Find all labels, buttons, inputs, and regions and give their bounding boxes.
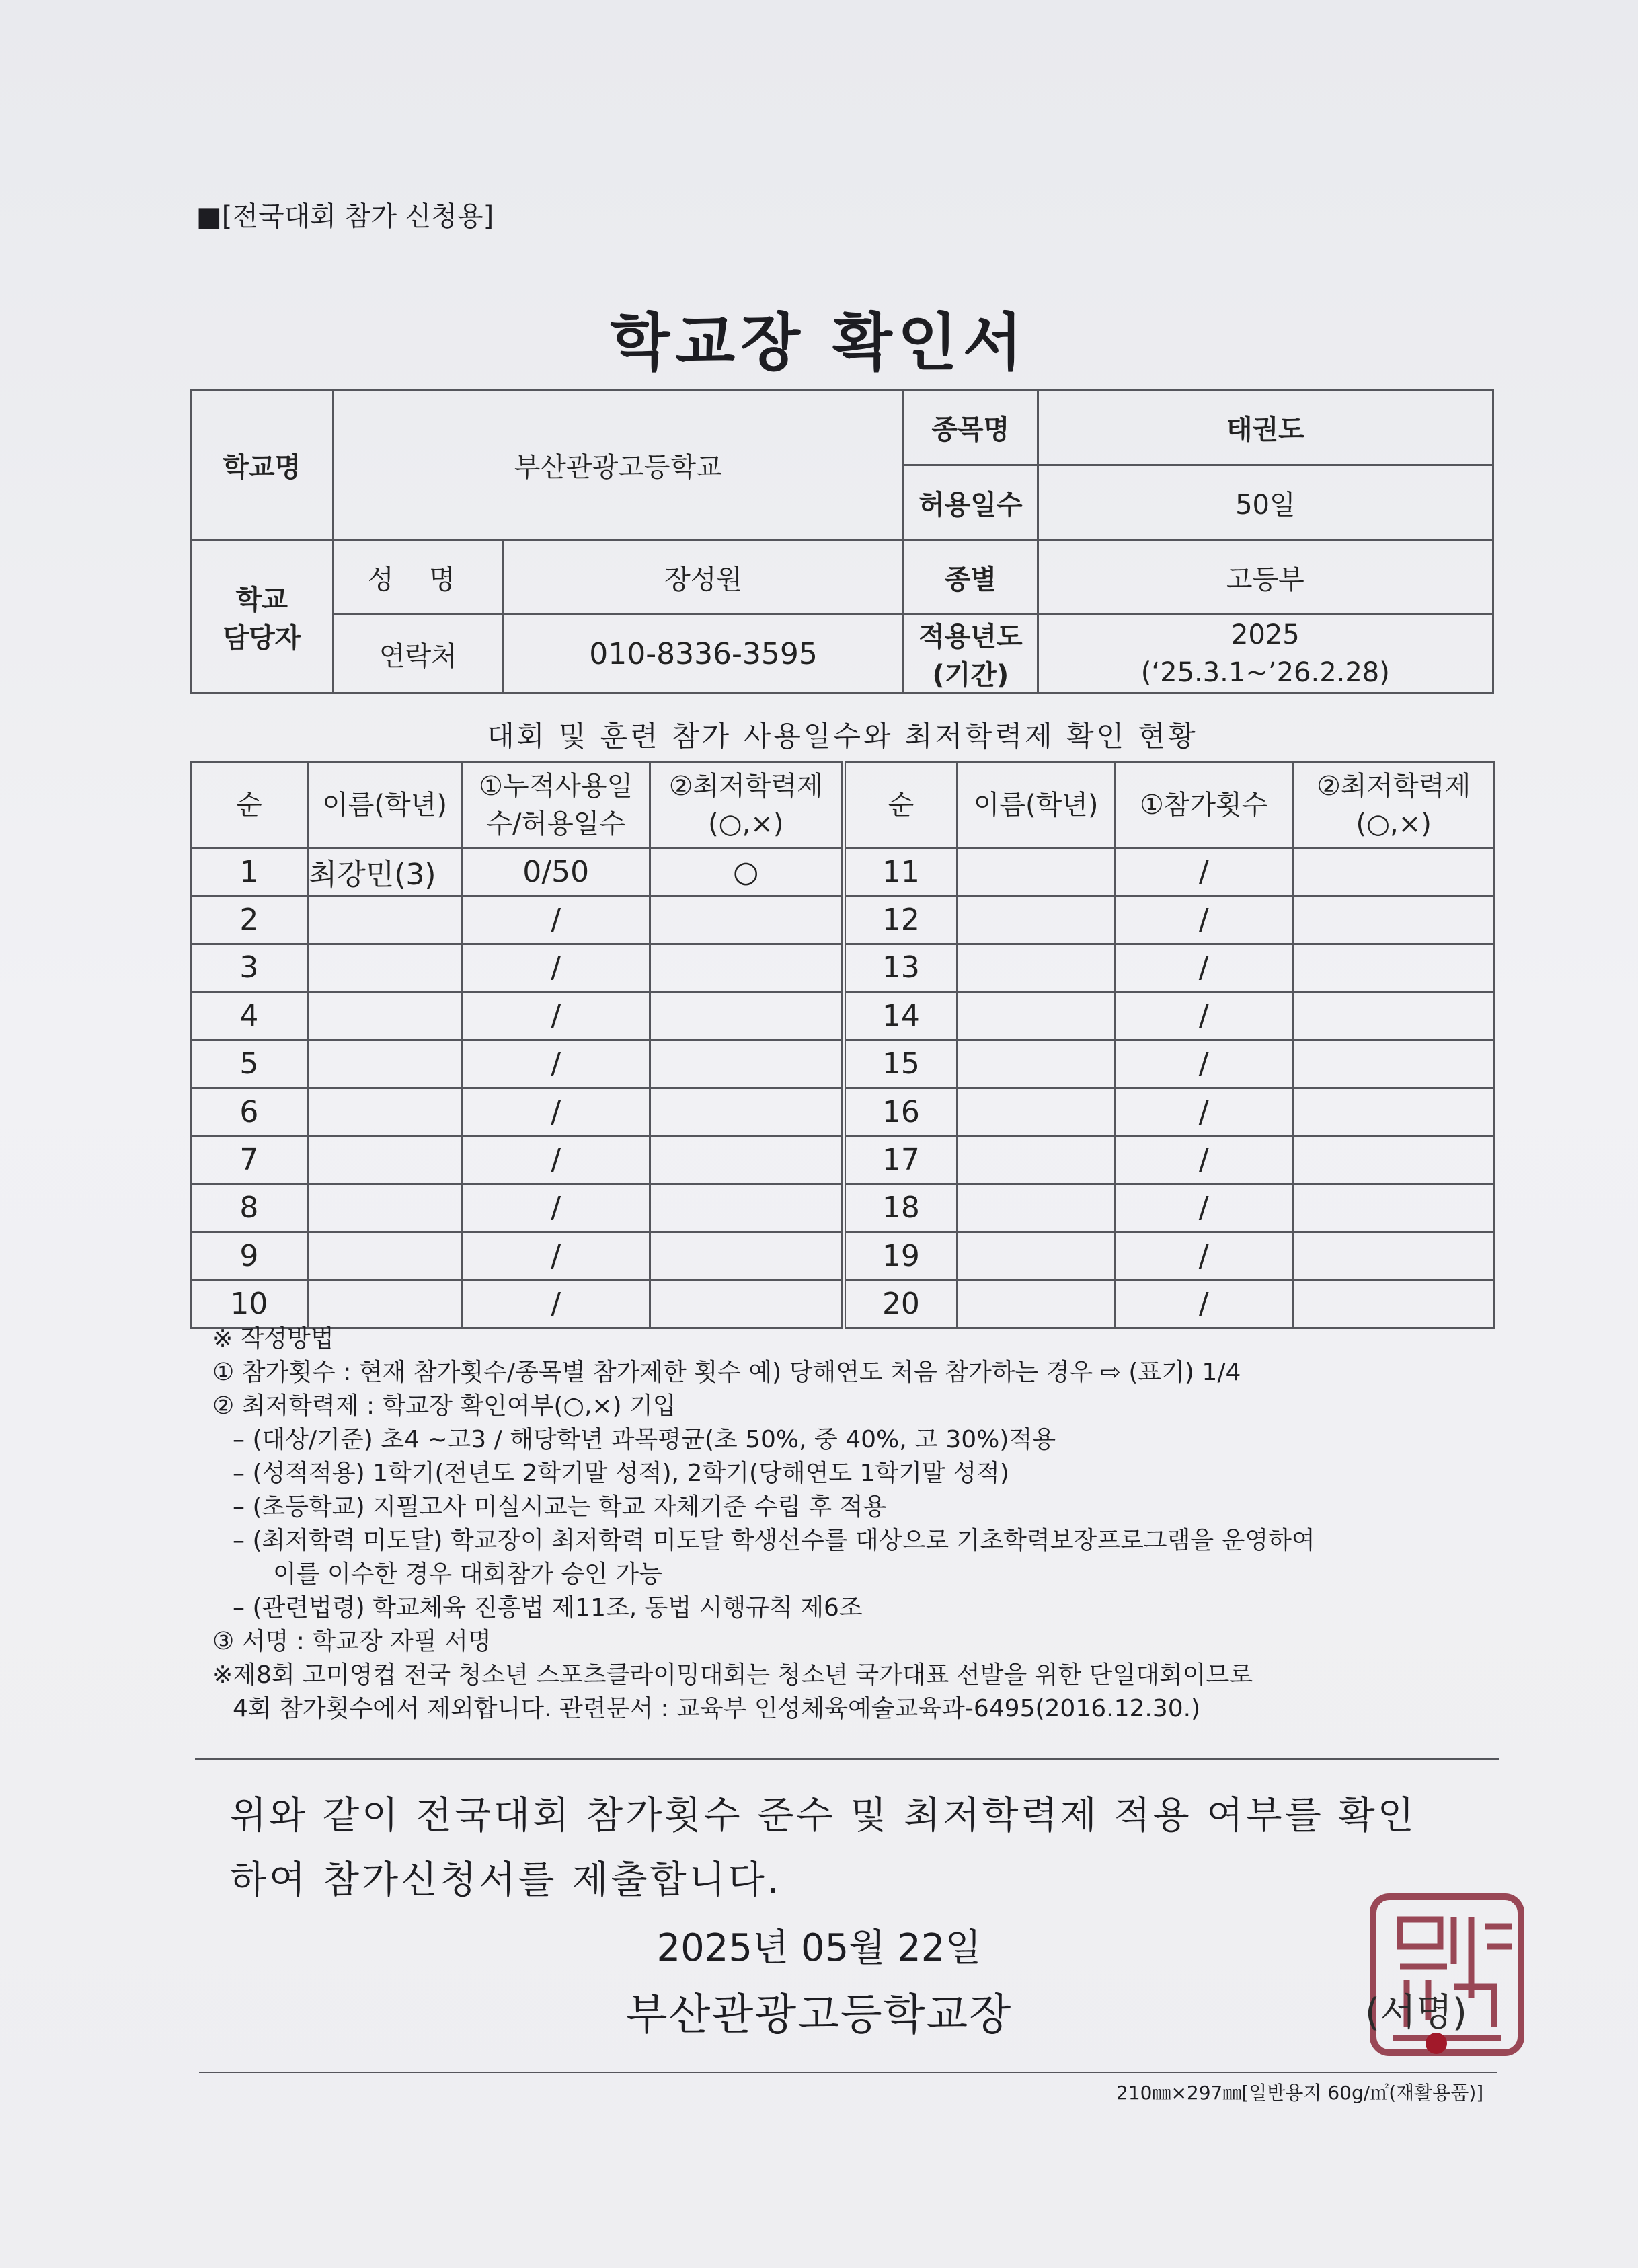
student-name-cell [307,992,462,1040]
min-academic-cell [650,1280,843,1328]
row-number-cell: 15 [843,1040,958,1088]
row-number-cell: 4 [191,992,308,1040]
note-exception-cont: 4회 참가횟수에서 제외합니다. 관련문서 : 교육부 인성체육예술교육과-6495(2016.12.30.) [233,1695,1201,1723]
min-academic-cell: ○ [650,848,843,896]
staff-contact-label: 연락처 [333,615,504,693]
declaration: 위와 같이 전국대회 참가횟수 준수 및 최저학력제 적용 여부를 확인 하여 참가신청서를 제출합니다. [230,1794,1417,1902]
student-name-cell [958,1232,1115,1280]
staff-name-value: 장성원 [504,541,904,615]
school-info-table [190,389,1494,694]
student-name-cell [958,1088,1115,1135]
row-number-cell: 9 [191,1232,308,1280]
table-row [191,944,1495,991]
min-academic-cell [650,896,843,944]
division-label: 종별 [904,541,1038,615]
participation-count-cell: / [1114,1040,1292,1088]
cumulative-days-cell: / [462,1232,650,1280]
header-participation-count: ①참가횟수 [1114,763,1292,848]
min-academic-cell [1293,1232,1495,1280]
table-row [191,1088,1495,1135]
divider-bottom [199,2072,1497,2073]
divider-top [195,1758,1499,1760]
student-name-cell [307,1136,462,1184]
student-name-cell [958,1040,1115,1088]
student-name-cell: 최강민(3) [307,848,462,896]
min-academic-cell [1293,1184,1495,1232]
cumulative-days-cell: / [462,896,650,944]
header-no-right: 순 [843,763,958,848]
min-academic-cell [650,1232,843,1280]
header-min-academic-right: ②최저학력제 (○,×) [1293,763,1495,848]
min-academic-cell [1293,992,1495,1040]
min-academic-cell [650,944,843,991]
cumulative-days-cell: / [462,1280,650,1328]
official-seal-stamp [1353,1879,1541,2081]
min-academic-cell [650,1136,843,1184]
year-value: 2025 (‘25.3.1~’26.2.28) [1038,615,1493,693]
participation-table [190,761,1495,1329]
student-name-cell [958,944,1115,991]
instructions [212,1322,1497,1726]
row-number-cell: 20 [843,1280,958,1328]
row-number-cell: 2 [191,896,308,944]
note-target: – (대상/기준) 초4 ~고3 / 해당학년 과목평균(초 50%, 중 40%, 고 30%)적용 [233,1426,1056,1453]
student-name-cell [958,1280,1115,1328]
min-academic-cell [1293,944,1495,991]
min-academic-cell [650,1184,843,1232]
document-title: 학교장 확인서 [610,307,1028,379]
table-body [191,848,1495,1328]
table-row [191,1136,1495,1184]
student-name-cell [307,1184,462,1232]
cumulative-days-cell: / [462,944,650,991]
note-below-min: – (최저학력 미도달) 학교장이 최저학력 미도달 학생선수를 대상으로 기초학력보장프로그램을 운영하여 [233,1527,1315,1554]
student-name-cell [307,944,462,991]
sport-value: 태권도 [1038,390,1493,465]
participation-count-cell: / [1114,1184,1292,1232]
min-academic-cell [1293,848,1495,896]
table-row [191,1040,1495,1088]
row-number-cell: 16 [843,1088,958,1135]
school-name-label: 학교명 [191,390,334,541]
paper-spec-footer: 210㎜×297㎜[일반용지 60g/㎡(재활용품)] [1116,2082,1484,2104]
document-date: 2025년 05월 22일 [656,1926,982,1970]
cumulative-days-cell: / [462,1136,650,1184]
participation-count-cell: / [1114,1280,1292,1328]
cumulative-days-cell: 0/50 [462,848,650,896]
sport-label: 종목명 [904,390,1038,465]
student-name-cell [307,1232,462,1280]
table-row [191,1280,1495,1328]
min-academic-cell [1293,1088,1495,1135]
note-exception: ※제8회 고미영컵 전국 청소년 스포츠클라이밍대회는 청소년 국가대표 선발을 위한 단일대회이므로 [212,1661,1253,1689]
header-no-left: 순 [191,763,308,848]
participation-count-cell: / [1114,944,1292,991]
header-name-right: 이름(학년) [958,763,1115,848]
row-number-cell: 3 [191,944,308,991]
header-name-left: 이름(학년) [307,763,462,848]
principal-name: 부산관광고등학교장 [625,1990,1013,2040]
min-academic-cell [1293,1280,1495,1328]
note-elementary: – (초등학교) 지필고사 미실시교는 학교 자체기준 수립 후 적용 [233,1493,887,1521]
note-min-academic: ② 최저학력제 : 학교장 확인여부(○,×) 기입 [212,1392,676,1420]
student-name-cell [307,1088,462,1135]
row-number-cell: 1 [191,848,308,896]
status-table-title: 대회 및 훈련 참가 사용일수와 최저학력제 확인 현황 [487,720,1198,753]
student-name-cell [958,896,1115,944]
signature-label: (서명) [1365,1991,1467,2035]
table-header-row [191,763,1495,848]
participation-count-cell: / [1114,992,1292,1040]
participation-count-cell: / [1114,848,1292,896]
row-number-cell: 14 [843,992,958,1040]
student-name-cell [958,1136,1115,1184]
table-row [191,896,1495,944]
note-laws: – (관련법령) 학교체육 진흥법 제11조, 동법 시행규칙 제6조 [233,1594,863,1622]
participation-count-cell: / [1114,1088,1292,1135]
row-number-cell: 8 [191,1184,308,1232]
form-type-tag: ■[전국대회 참가 신청용] [196,201,494,232]
student-name-cell [307,1280,462,1328]
row-number-cell: 12 [843,896,958,944]
note-participation: ① 참가횟수 : 현재 참가횟수/종목별 참가제한 횟수 예) 당해연도 처음 참가하는 경우 ⇨ (표기) 1/4 [212,1359,1241,1386]
table-row [191,1232,1495,1280]
row-number-cell: 6 [191,1088,308,1135]
allowed-days-label: 허용일수 [904,465,1038,541]
student-name-cell [958,848,1115,896]
min-academic-cell [650,1040,843,1088]
staff-label: 학교 담당자 [191,541,334,693]
min-academic-cell [1293,1040,1495,1088]
row-number-cell: 7 [191,1136,308,1184]
row-number-cell: 11 [843,848,958,896]
cumulative-days-cell: / [462,1040,650,1088]
table-row [191,992,1495,1040]
year-label: 적용년도 (기간) [904,615,1038,693]
table-row [191,1184,1495,1232]
note-signature: ③ 서명 : 학교장 자필 서명 [212,1628,492,1655]
row-number-cell: 19 [843,1232,958,1280]
row-number-cell: 13 [843,944,958,991]
min-academic-cell [650,992,843,1040]
allowed-days-value: 50일 [1038,465,1493,541]
min-academic-cell [650,1088,843,1135]
participation-count-cell: / [1114,896,1292,944]
note-below-min-cont: 이를 이수한 경우 대회참가 승인 가능 [273,1560,662,1588]
min-academic-cell [1293,1136,1495,1184]
cumulative-days-cell: / [462,992,650,1040]
min-academic-cell [1293,896,1495,944]
header-cumulative-days: ①누적사용일 수/허용일수 [462,763,650,848]
cumulative-days-cell: / [462,1184,650,1232]
row-number-cell: 10 [191,1280,308,1328]
row-number-cell: 17 [843,1136,958,1184]
student-name-cell [958,992,1115,1040]
participation-count-cell: / [1114,1136,1292,1184]
school-name-value: 부산관광고등학교 [333,390,903,541]
student-name-cell [958,1184,1115,1232]
division-value: 고등부 [1038,541,1493,615]
staff-contact-value: 010-8336-3595 [504,615,904,693]
header-min-academic-left: ②최저학력제 (○,×) [650,763,843,848]
instructions-title: ※ 작성방법 [212,1325,334,1353]
table-row [191,848,1495,896]
student-name-cell [307,1040,462,1088]
cumulative-days-cell: / [462,1088,650,1135]
row-number-cell: 5 [191,1040,308,1088]
participation-count-cell: / [1114,1232,1292,1280]
row-number-cell: 18 [843,1184,958,1232]
note-grades: – (성적적용) 1학기(전년도 2학기말 성적), 2학기(당해연도 1학기말 성적) [233,1460,1009,1487]
staff-name-label: 성 명 [333,541,504,615]
student-name-cell [307,896,462,944]
